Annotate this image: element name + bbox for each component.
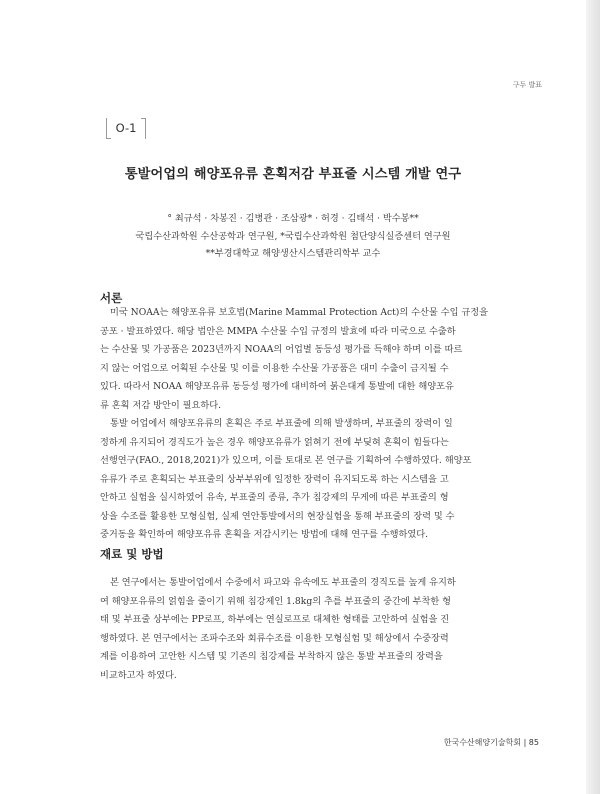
text-line: 상을 수조를 활용한 모형실험, 실제 연안통발에서의 현장실험을 통해 부표줄의 장력 및 수 xyxy=(100,510,455,522)
page-edge-bar xyxy=(586,0,600,794)
text-line: 계를 이용하여 고안한 시스템 및 기존의 침강제를 부착하지 않은 통발 부표줄의 장력을 xyxy=(100,651,443,662)
text-line: 유류가 주로 혼획되는 부표줄의 상부부위에 일정한 장력이 유지되도록 하는 시스템을 고 xyxy=(100,473,449,485)
text-line: 여 해양포유류의 얽힘을 줄이기 위해 침강제인 1.8kg의 추를 부표줄의 중간에 부착한 형 xyxy=(100,595,452,607)
section-heading-introduction: 서론 xyxy=(100,291,123,305)
paper-id-box xyxy=(106,118,146,138)
introduction-paragraph xyxy=(100,415,500,545)
section-tag: 구두 발표 xyxy=(512,81,542,89)
affiliation-line: **부경대학교 해양생산시스템관리학부 교수 xyxy=(205,248,381,259)
text-line: 정하게 유지되어 경직도가 높은 경우 해양포유류가 얽혀기 전에 부딪혀 혼획이 힘들다는 xyxy=(100,436,449,448)
text-line: 비교하고자 하였다. xyxy=(100,669,177,681)
text-line: 선행연구(FAO., 2018,2021)가 있으며, 이를 토대로 본 연구를 기획하여 수행하였다. 해양포 xyxy=(100,455,472,466)
text-line: 태 및 부표줄 상부에는 PP로프, 하부에는 연실로프로 대체한 형태를 고안하여 실험을 진 xyxy=(100,614,450,625)
text-line: 류 혼획 저감 방안이 필요하다. xyxy=(100,399,222,411)
text-line: 중거동을 확인하여 해양포유류 혼획을 저감시키는 방법에 대해 연구를 수행하였다. xyxy=(100,529,429,540)
text-line: 안하고 실험을 실시하였어 유속, 부표줄의 종류, 추가 침강제의 무게에 따른 부표줄의 형 xyxy=(100,492,449,503)
affiliation-line: 국립수산과학원 수산공학과 연구원, *국립수산과학원 첨단양식실증센터 연구원 xyxy=(135,231,451,242)
paper-title: 통발어업의 해양포유류 혼획저감 부표줄 시스템 개발 연구 xyxy=(124,167,462,182)
author-list: ° 최규석 · 차봉진 · 김병관 · 조삼광* · 허경 · 김태석 · 박수봉** xyxy=(167,213,419,224)
introduction-paragraph xyxy=(100,304,500,415)
text-line: 는 수산물 및 가공품은 2023년까지 NOAA의 어업별 동등성 평가를 득해야 하며 이를 따르 xyxy=(100,344,463,355)
text-line: 지 않는 어업으로 어획된 수산물 및 이를 이용한 수산물 가공품은 대미 수출이 금지될 수 xyxy=(100,362,449,374)
text-line: 통발 어업에서 해양포유류의 혼획은 주로 부표줄에 의해 발생하며, 부표줄의 장력이 일 xyxy=(110,418,453,429)
section-heading-methods: 재료 및 방법 xyxy=(100,547,164,561)
text-line: 미국 NOAA는 해양포유류 보호법(Marine Mammal Protection Act)의 수산물 수입 규정을 xyxy=(110,307,489,318)
text-line: 있다. 따라서 NOAA 해양포유류 동등성 평가에 대비하여 붉은대게 통발에 대한 해양포유 xyxy=(100,381,454,392)
page-footer: 한국수산해양기술학회 | 85 xyxy=(443,738,539,747)
paper-id: O-1 xyxy=(115,121,137,135)
text-line: 행하였다. 본 연구에서는 조파수조와 회류수조를 이용한 모형실험 및 해상에서 수중장력 xyxy=(100,632,449,644)
methods-paragraph xyxy=(100,574,500,685)
text-line: 공포 · 발표하였다. 해당 법안은 MMPA 수산물 수입 규정의 발효에 따라 미국으로 수출하 xyxy=(100,325,456,337)
text-line: 본 연구에서는 통발어업에서 수중에서 파고와 유속에도 부표줄의 경직도를 높게 유지하 xyxy=(110,577,456,588)
